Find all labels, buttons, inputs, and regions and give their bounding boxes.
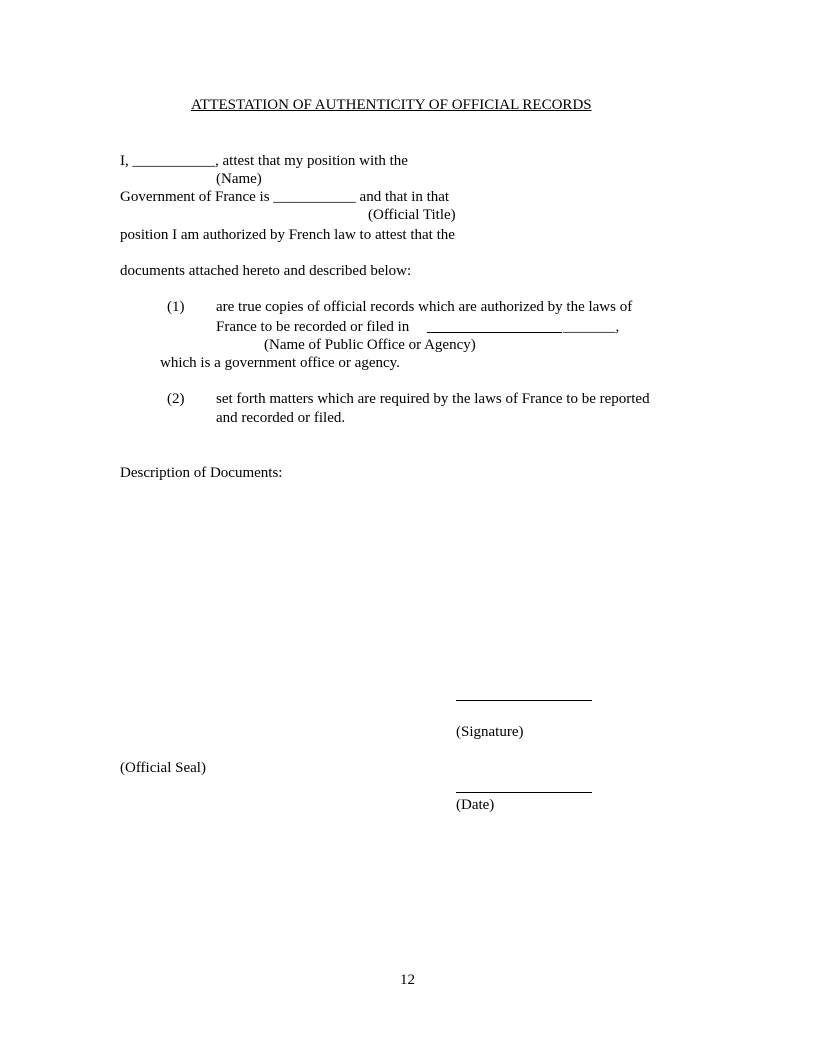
item-2-number: (2) [167,391,185,407]
public-office-caption: (Name of Public Office or Agency) [264,337,476,353]
item-2-line-1: set forth matters which are required by the laws of France to be reported [216,391,650,407]
attest-line-2: Government of France is ___________ and that in that [120,189,450,205]
signature-label: (Signature) [456,724,524,740]
name-caption: (Name) [216,171,262,187]
item-1-line-3: which is a government office or agency. [160,355,400,371]
item-1-line-1: are true copies of official records which are authorized by the laws of [216,299,633,315]
official-title-caption: (Official Title) [368,207,456,223]
item-1-line-2-suffix: _______, [563,319,620,335]
date-label: (Date) [456,797,495,813]
attest-line-1: I, ___________, attest that my position with the [120,153,408,169]
attest-line-4: documents attached hereto and described below: [120,263,412,279]
date-line [456,792,592,793]
document-title: ATTESTATION OF AUTHENTICITY OF OFFICIAL RECORDS [191,97,592,113]
description-label: Description of Documents: [120,465,283,481]
signature-line [456,700,592,701]
item-2-line-2: and recorded or filed. [216,410,346,426]
official-seal-label: (Official Seal) [120,760,206,776]
item-1-line-2-prefix: France to be recorded or filed in [216,319,410,335]
item-1-number: (1) [167,299,185,315]
attest-line-3: position I am authorized by French law to attest that the [120,227,455,243]
office-name-blank-line [427,332,562,333]
page-number: 12 [400,972,415,988]
